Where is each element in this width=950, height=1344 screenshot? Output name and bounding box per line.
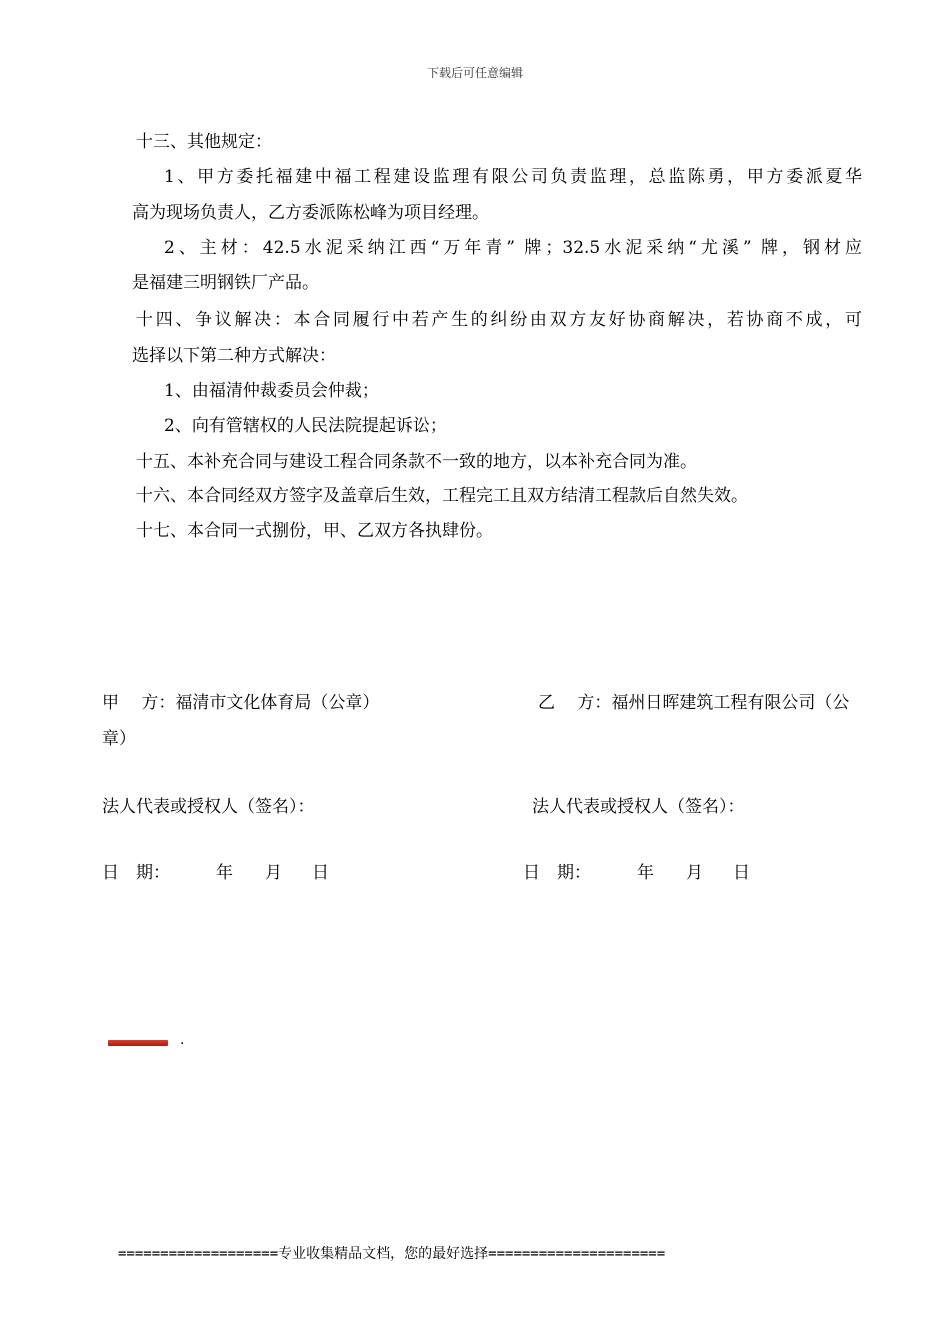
party-a-date [102, 862, 329, 884]
party-a-representative: 法人代表或授权人（签名）： [102, 797, 315, 817]
date-day: 日 [312, 863, 329, 883]
date-month: 月 [686, 863, 703, 883]
date-month: 月 [265, 863, 282, 883]
page-footer [118, 1244, 665, 1264]
party-b-label-line-1: 乙 方：福州日晖建筑工程有限公司（公 [538, 693, 850, 713]
clause-13-title: 十三、其他规定： [136, 132, 272, 152]
date-label: 日 期： [523, 863, 591, 883]
clause-14-line-2: 选择以下第二种方式解决： [132, 346, 336, 366]
footer-left-rule: =================== [118, 1246, 279, 1262]
clause-14-item-2: 2、向有管辖权的人民法院提起诉讼； [164, 416, 447, 436]
party-b-representative: 法人代表或授权人（签名）： [532, 797, 745, 817]
clause-13-2-line-2: 是福建三明钢铁厂产品。 [132, 273, 319, 293]
red-decorative-bar [108, 1040, 168, 1046]
footer-right-rule: ===================== [488, 1246, 666, 1262]
date-year: 年 [216, 863, 233, 883]
clause-15: 十五、本补充合同与建设工程合同条款不一致的地方，以本补充合同为准。 [136, 452, 697, 472]
clause-17: 十七、本合同一式捌份，甲、乙双方各执肆份。 [136, 521, 493, 541]
page-header-note: 下载后可任意编辑 [426, 66, 523, 80]
clause-14-line-1: 十四、争议解决：本合同履行中若产生的纠纷由双方友好协商解决，若协商不成，可 [136, 310, 862, 330]
clause-16: 十六、本合同经双方签字及盖章后生效，工程完工且双方结清工程款后自然失效。 [136, 486, 748, 506]
clause-13-1-line-2: 高为现场负责人，乙方委派陈松峰为项目经理。 [132, 203, 489, 223]
footer-text: 专业收集精品文档，您的最好选择 [278, 1246, 489, 1262]
party-b-date [523, 862, 750, 884]
party-b-label-line-2: 章） [102, 729, 136, 749]
clause-13-1-line-1: 1、甲方委托福建中福工程建设监理有限公司负责监理，总监陈勇，甲方委派夏华 [164, 167, 862, 187]
party-a-label: 甲 方：福清市文化体育局（公章） [102, 693, 380, 713]
clause-14-item-1: 1、由福清仲裁委员会仲裁； [164, 381, 379, 401]
date-day: 日 [733, 863, 750, 883]
clause-13-2-line-1: 2、主材：42.5水泥采纳江西“万年青” 牌；32.5水泥采纳“尤溪” 牌，钢材应 [164, 238, 862, 258]
stray-dot: . [180, 1032, 185, 1048]
date-label: 日 期： [102, 863, 170, 883]
date-year: 年 [637, 863, 654, 883]
